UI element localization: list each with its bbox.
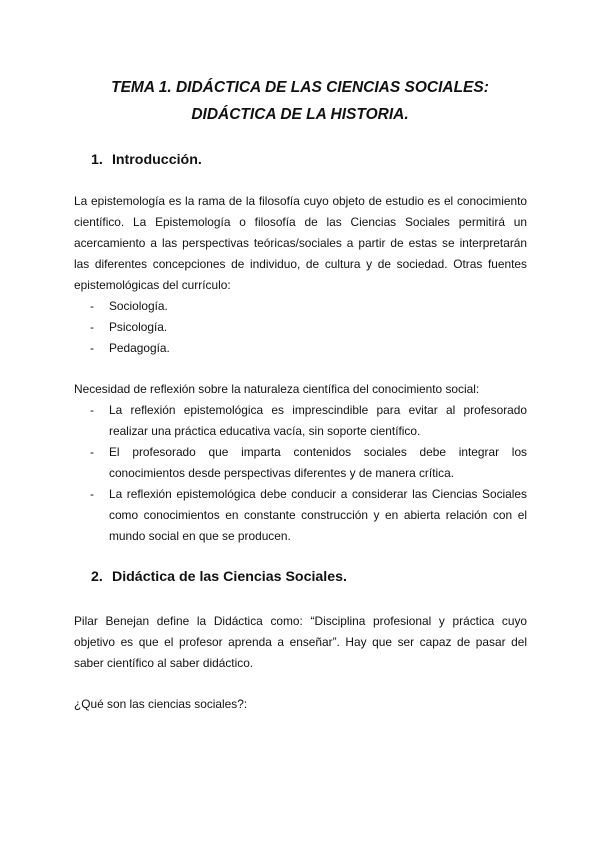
list-item: - El profesorado que imparta contenidos sociales debe integrar los conocimientos desde perspectivas diferentes y de manera crítica. (74, 442, 527, 484)
bullet-dash: - (90, 445, 94, 459)
bullet-dash: - (90, 403, 94, 417)
section-1-title: Introducción. (111, 152, 202, 168)
bullet-dash: - (90, 320, 94, 334)
question-line: ¿Qué son las ciencias sociales?: (74, 697, 248, 711)
reflection-list (74, 400, 527, 547)
bullet-dash: - (90, 341, 94, 355)
list-item: - Psicología. (74, 317, 527, 338)
list-item: - Pedagogía. (74, 338, 527, 359)
section-2-heading (91, 567, 347, 587)
bullet-dash: - (90, 299, 94, 313)
intro-paragraph: La epistemología es la rama de la filosofía cuyo objeto de estudio es el conocimiento científico. La Epistemología o filosofía de las Ciencias Sociales permitirá un acercamiento a las perspectivas teóricas/sociales a partir de estas se interpretarán las diferentes concepciones de individuo, de cultura y de sociedad. Otras fuentes epistemológicas del currículo: (74, 194, 527, 292)
document-title-line-2: DIDÁCTICA DE LA HISTORIA. (191, 106, 409, 123)
didactics-paragraph: Pilar Benejan define la Didáctica como: “Disciplina profesional y práctica cuyo objetivo es que el profesor aprenda a enseñar”. Hay que ser capaz de pasar del saber científico al saber didáctico. (74, 614, 527, 670)
list-item: - Sociología. (74, 296, 527, 317)
list-item: - La reflexión epistemológica es imprescindible para evitar al profesorado realizar una práctica educativa vacía, sin soporte científico. (74, 400, 527, 442)
reflection-intro: Necesidad de reflexión sobre la naturaleza científica del conocimiento social: (74, 382, 480, 396)
section-2-number: 2. (91, 569, 103, 585)
document-title-line-1: TEMA 1. DIDÁCTICA DE LAS CIENCIAS SOCIALES: (111, 79, 489, 96)
section-1-heading (91, 150, 202, 170)
sources-list (74, 296, 527, 359)
section-1-number: 1. (91, 152, 103, 168)
bullet-dash: - (90, 487, 94, 501)
list-item: - La reflexión epistemológica debe conducir a considerar las Ciencias Sociales como conocimientos en constante construcción y en abierta relación con el mundo social en que se producen. (74, 484, 527, 547)
section-2-title: Didáctica de las Ciencias Sociales. (111, 569, 347, 585)
